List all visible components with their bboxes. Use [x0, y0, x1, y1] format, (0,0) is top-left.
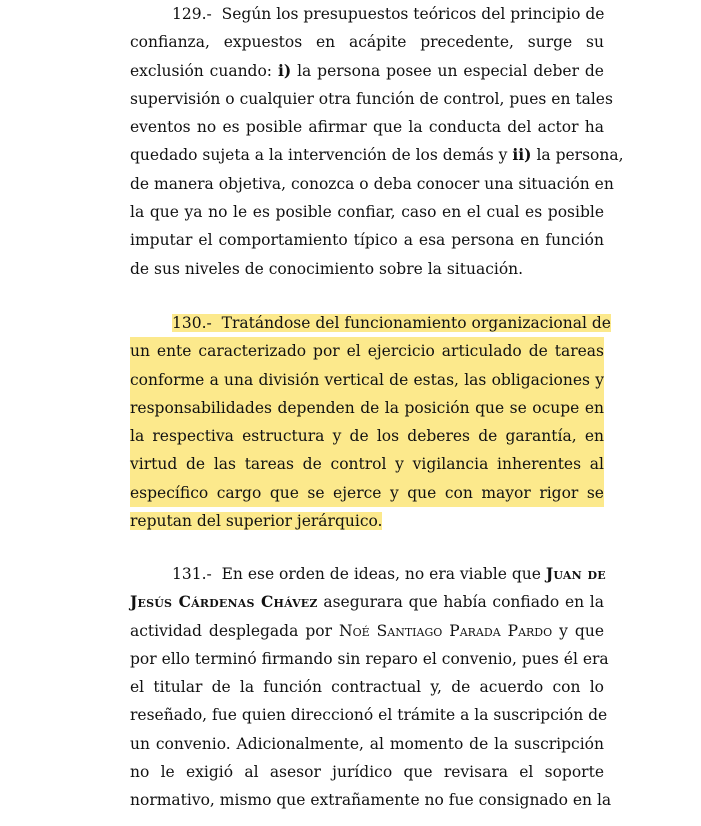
text-line: un ente caracterizado por el ejercicio articulado de tareas: [130, 337, 604, 365]
text-line: el titular de la función contractual y, de acuerdo con lo: [130, 678, 604, 697]
text-line: normativo, mismo que extrañamente no fue consignado en la: [130, 791, 612, 810]
text-line: 130.- Tratándose del funcionamiento organizacional de: [172, 314, 611, 332]
text-line: específico cargo que se ejerce y que con mayor rigor se: [130, 479, 604, 507]
text-line: no le exigió al asesor jurídico que revisara el soporte: [130, 763, 604, 782]
text-line: 131.- En ese orden de ideas, no era viable que Juan de: [172, 564, 606, 583]
text-line: confianza, expuestos en acápite precedente, surge su: [130, 33, 604, 52]
list-marker: ii): [512, 145, 532, 165]
text-line: la que ya no le es posible confiar, caso en el cual es posible: [130, 203, 604, 222]
text-line: reseñado, fue quien direccionó el trámite a la suscripción de: [130, 706, 608, 725]
list-marker: i): [277, 60, 292, 80]
text-line: por ello terminó firmando sin reparo el convenio, pues él era: [130, 649, 609, 668]
text-line: un convenio. Adicionalmente, al momento de la suscripción: [130, 734, 604, 753]
text-line: la respectiva estructura y de los deberes de garantía, en: [130, 422, 604, 450]
text-line: de sus niveles de conocimiento sobre la situación.: [130, 259, 524, 278]
text-line: actividad desplegada por Noé Santiago Parada Pardo y que: [130, 621, 604, 640]
paragraph-number: 130.-: [172, 314, 212, 332]
text-line: quedado sujeta a la intervención de los demás y ii) la persona,: [130, 145, 624, 165]
text-line: supervisión o cualquier otra función de control, pues en tales: [130, 89, 613, 108]
paragraph-131: [130, 560, 612, 815]
text-line: responsabilidades dependen de la posición que se ocupe en: [130, 394, 604, 422]
text-line: eventos no es posible afirmar que la conducta del actor ha: [130, 118, 604, 137]
paragraph-130-highlighted: [130, 309, 611, 535]
person-name: Juan de: [545, 564, 606, 583]
text-line: 129.- Según los presupuestos teóricos del principio de: [172, 5, 605, 23]
text-line: reputan del superior jerárquico.: [130, 512, 383, 531]
text-line: de manera objetiva, conozca o deba conocer una situación en: [130, 174, 614, 193]
paragraph-129: [130, 0, 624, 283]
person-name: Jesús Cárdenas Chávez: [130, 592, 318, 612]
text-line: Jesús Cárdenas Chávez asegurara que había confiado en la: [130, 592, 604, 612]
text-line: conforme a una división vertical de estas, las obligaciones y: [130, 366, 604, 394]
text-line: exclusión cuando: i) la persona posee un especial deber de: [130, 60, 604, 80]
text-line: virtud de las tareas de control y vigilancia inherentes al: [130, 450, 604, 478]
text-line: imputar el comportamiento típico a esa persona en función: [130, 231, 604, 250]
paragraph-number: 131.-: [172, 565, 212, 583]
paragraph-number: 129.-: [172, 5, 212, 23]
person-name: Noé Santiago Parada Pardo: [339, 621, 553, 640]
